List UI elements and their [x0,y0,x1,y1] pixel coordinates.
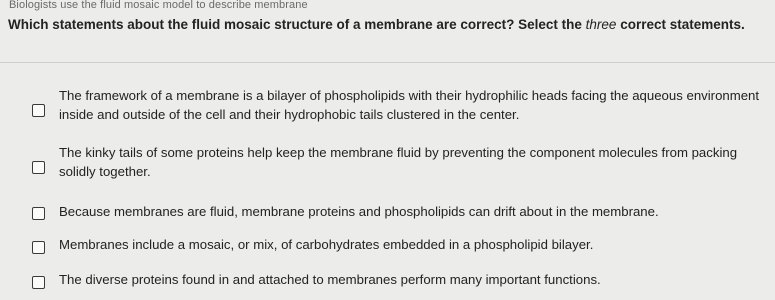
option-2-label[interactable]: The kinky tails of some proteins help keep the membrane fluid by preventing the component molecules from packing solidly together. [59,145,738,179]
question-emphasis: three [585,17,617,32]
option-1-checkbox[interactable] [32,104,45,117]
question-text-part1: Which statements about the fluid mosaic structure of a membrane are correct? Select the [8,17,586,32]
option-5-checkbox[interactable] [32,276,45,289]
question-text-part2: correct statements. [616,17,745,32]
option-3-checkbox[interactable] [32,207,45,220]
option-5-label[interactable]: The diverse proteins found in and attached to membranes perform many important functions. [59,272,601,287]
option-4-label[interactable]: Membranes include a mosaic, or mix, of carbohydrates embedded in a phospholipid bilayer. [59,237,594,252]
option-1-label[interactable]: The framework of a membrane is a bilayer of phospholipids with their hydrophilic heads facing the aqueous environment inside and outside of the cell and their hydrophobic tails clustered in the center. [59,88,760,122]
option-3-label[interactable]: Because membranes are fluid, membrane proteins and phospholipids can drift about in the membrane. [59,204,659,219]
intro-text: Biologists use the fluid mosaic model to describe membrane [9,0,308,11]
option-2-checkbox[interactable] [32,161,45,174]
option-4-checkbox[interactable] [32,241,45,254]
